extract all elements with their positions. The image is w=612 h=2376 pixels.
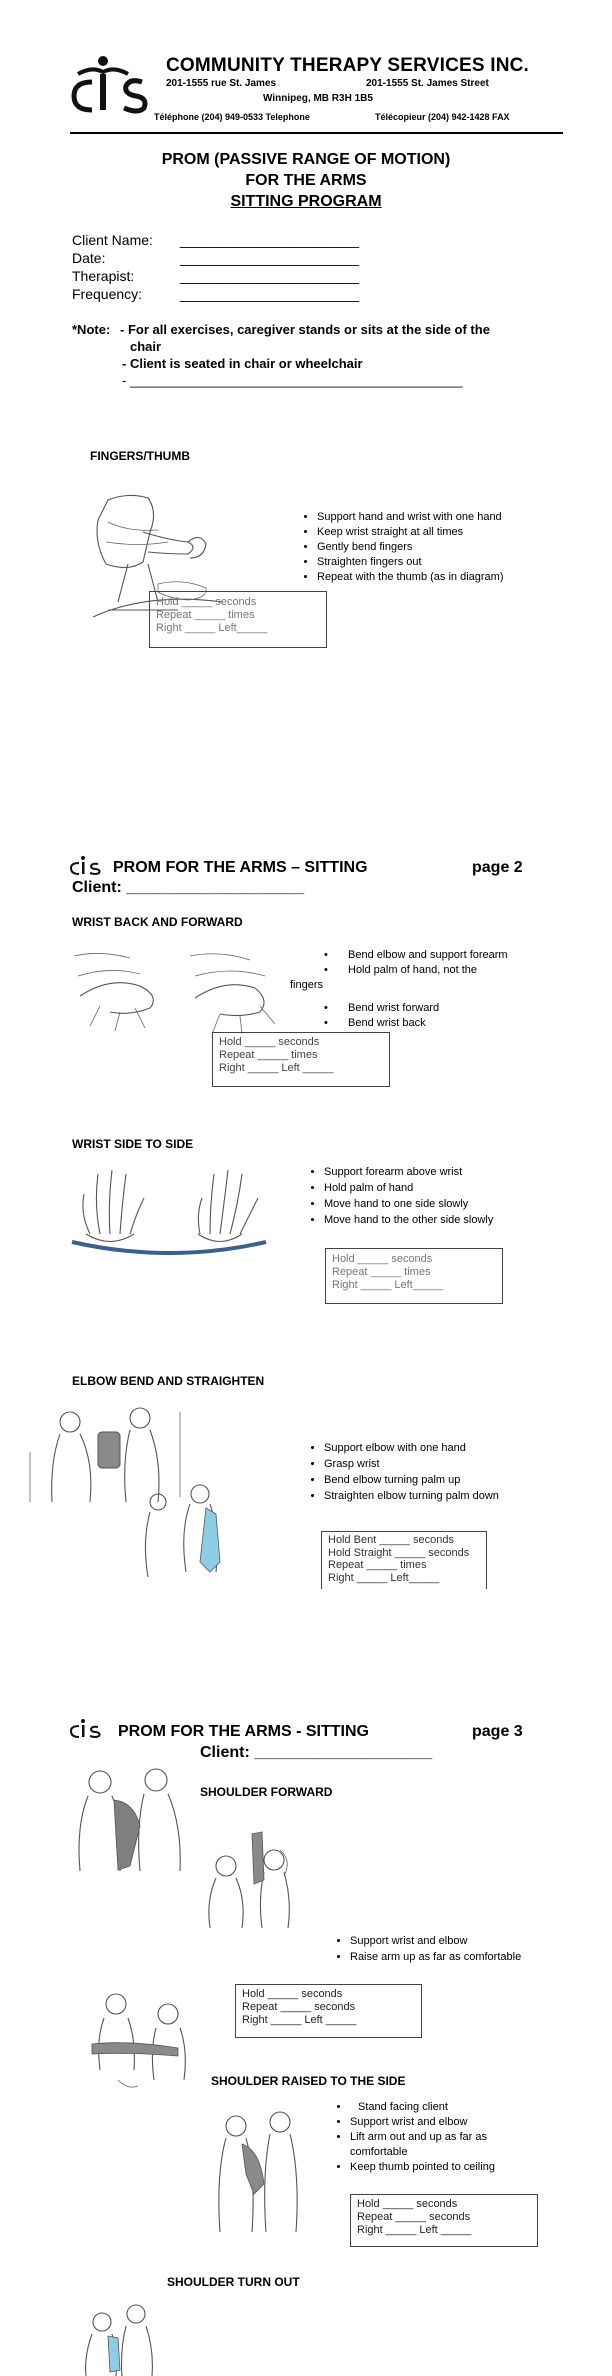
wrist-ss-illustration xyxy=(70,1164,270,1256)
bullet xyxy=(350,2100,590,2115)
bullet: • Raise arm up as far as comfortable xyxy=(350,1949,590,1965)
wrist-bf-hold-box xyxy=(212,1032,390,1087)
shoulder-forward-illustration-1 xyxy=(70,1766,200,1878)
title-line1: PROM (PASSIVE RANGE OF MOTION) xyxy=(161,151,451,168)
bullet: • Lift arm out and up as far as xyxy=(350,2130,590,2145)
shoulder-forward-illustration-2 xyxy=(196,1830,306,1930)
elbow-illustration xyxy=(30,1402,270,1582)
bullet: • Support hand and wrist with one hand xyxy=(317,510,577,525)
fax: Télécopieur (204) 942-1428 FAX xyxy=(375,112,510,122)
side-line: Right _____ Left_____ xyxy=(328,1571,440,1584)
bullet: • Gently bend fingers xyxy=(317,540,577,555)
fingers-hold-box xyxy=(149,591,327,648)
bullet: • Support forearm above wrist xyxy=(324,1164,584,1180)
wrist-ss-heading: WRIST SIDE TO SIDE xyxy=(72,1137,194,1151)
hold-straight-line: Hold Straight _____ seconds xyxy=(328,1546,470,1559)
field-blank[interactable]: _______________________ xyxy=(180,268,360,284)
shoulder-forward-heading: SHOULDER FORWARD xyxy=(200,1785,333,1799)
fingers-heading: FINGERS/THUMB xyxy=(90,449,190,463)
address-en: 201-1555 St. James Street xyxy=(366,78,489,89)
hold-line: Hold _____ seconds xyxy=(242,1988,343,2000)
elbow-heading: ELBOW BEND AND STRAIGHTEN xyxy=(72,1374,265,1388)
bullet: • Straighten elbow turning palm down xyxy=(324,1488,584,1504)
cts-small-logo xyxy=(70,1718,104,1738)
repeat-line: Repeat _____ times xyxy=(156,609,255,621)
bullet: • Straighten fingers out xyxy=(317,555,577,570)
bullet-text: Stand facing client xyxy=(358,2101,448,2113)
repeat-line: Repeat _____ times xyxy=(219,1049,318,1061)
bullet: • Support elbow with one hand xyxy=(324,1440,584,1456)
bullet-cont: fingers xyxy=(290,979,324,991)
org-name: COMMUNITY THERAPY SERVICES INC. xyxy=(166,55,530,76)
header-rule xyxy=(70,132,563,134)
bullet: • Repeat with the thumb (as in diagram) xyxy=(317,570,577,585)
bullet: • Support wrist and elbow xyxy=(350,1933,590,1949)
elbow-bullets xyxy=(310,1440,584,1504)
page2-title: PROM FOR THE ARMS – SITTING xyxy=(113,859,368,876)
title-line2: FOR THE ARMS xyxy=(245,172,367,189)
bullet: • Move hand to one side slowly xyxy=(324,1196,584,1212)
wrist-bf-illustration xyxy=(70,946,280,1036)
hold-line: Hold _____ seconds xyxy=(357,2198,458,2210)
bullet-cont: comfortable xyxy=(350,2146,408,2158)
field-label: Client Name: xyxy=(72,232,153,248)
side-line: Right _____ Left _____ xyxy=(219,1062,334,1074)
field-blank[interactable]: _______________________ xyxy=(180,232,360,248)
field-label: Therapist: xyxy=(72,268,135,284)
bullet: • Hold palm of hand xyxy=(324,1180,584,1196)
client-form xyxy=(72,231,412,303)
page2-client: Client: ____________________ xyxy=(72,879,305,896)
shoulder-side-hold-box xyxy=(350,2194,538,2247)
hold-line: Hold _____ seconds xyxy=(332,1253,433,1265)
note-line2: - Client is seated in chair or wheelchair xyxy=(122,356,363,371)
cts-small-logo xyxy=(70,855,104,875)
note-label: *Note: xyxy=(72,322,111,337)
hold-line: Hold _____ seconds xyxy=(156,596,257,608)
bullet: • Move hand to the other side slowly xyxy=(324,1212,584,1228)
wrist-bf-bullets: • Bend elbow and support forearm • Hold palm of hand, not the fingers • Bend wrist forward • Bend wrist back xyxy=(290,948,560,1031)
field-label: Frequency: xyxy=(72,286,143,302)
note-line1: - For all exercises, caregiver stands or sits at the side of the xyxy=(120,322,490,337)
city: Winnipeg, MB R3H 1B5 xyxy=(263,93,373,104)
bullet: • Keep wrist straight at all times xyxy=(317,525,577,540)
page2-number: page 2 xyxy=(472,859,523,876)
hold-bent-line: Hold Bent _____ seconds xyxy=(328,1534,454,1546)
side-line: Right _____ Left _____ xyxy=(242,2014,357,2026)
phone: Téléphone (204) 949-0533 Telephone xyxy=(154,112,310,122)
bullet: Bend elbow and support forearm xyxy=(348,949,508,961)
page3-number: page 3 xyxy=(472,1723,523,1740)
wrist-bf-heading: WRIST BACK AND FORWARD xyxy=(72,915,243,929)
repeat-line: Repeat _____ times xyxy=(332,1266,431,1278)
bullet: Bend wrist back xyxy=(348,1017,426,1029)
letterhead xyxy=(70,52,560,138)
wrist-ss-hold-box xyxy=(325,1248,503,1304)
shoulder-side-illustration-1 xyxy=(78,1990,206,2100)
hold-line: Hold _____ seconds xyxy=(219,1036,320,1048)
shoulder-side-bullets xyxy=(336,2100,590,2175)
fingers-bullets xyxy=(303,510,577,585)
bullet: Hold palm of hand, not the xyxy=(348,964,478,976)
shoulder-turn-heading: SHOULDER TURN OUT xyxy=(167,2275,300,2289)
bullet: • Support wrist and elbow xyxy=(350,2115,590,2130)
note-block xyxy=(72,321,542,389)
shoulder-side-illustration-2 xyxy=(202,2104,310,2238)
title-line3: SITTING PROGRAM xyxy=(230,193,382,210)
bullet: • Keep thumb pointed to ceiling xyxy=(350,2160,590,2175)
bullet: • Bend elbow turning palm up xyxy=(324,1472,584,1488)
field-label: Date: xyxy=(72,250,106,266)
page3-title: PROM FOR THE ARMS - SITTING xyxy=(118,1723,369,1740)
shoulder-side-heading: SHOULDER RAISED TO THE SIDE xyxy=(211,2074,406,2088)
shoulder-turn-illustration xyxy=(74,2300,164,2376)
side-line: Right _____ Left _____ xyxy=(357,2224,472,2236)
shoulder-forward-hold-box xyxy=(235,1984,422,2038)
page3-client: Client: ____________________ xyxy=(200,1744,433,1761)
side-line: Right _____ Left_____ xyxy=(156,622,268,634)
cts-logo xyxy=(70,52,160,112)
repeat-line: Repeat _____ seconds xyxy=(357,2211,471,2223)
bullet: • Grasp wrist xyxy=(324,1456,584,1472)
side-line: Right _____ Left_____ xyxy=(332,1279,444,1291)
field-blank[interactable]: _______________________ xyxy=(180,286,360,302)
address-fr: 201-1555 rue St. James xyxy=(166,78,277,89)
note-line3: - ______________________________________________ xyxy=(122,373,463,388)
shoulder-forward-bullets xyxy=(336,1933,590,1965)
elbow-hold-box xyxy=(321,1531,487,1589)
note-line1b: chair xyxy=(130,339,162,354)
repeat-line: Repeat _____ times xyxy=(328,1559,427,1571)
repeat-line: Repeat _____ seconds xyxy=(242,2001,356,2013)
wrist-ss-bullets xyxy=(310,1164,584,1228)
field-blank[interactable]: _______________________ xyxy=(180,250,360,266)
bullet: Bend wrist forward xyxy=(348,1002,440,1014)
